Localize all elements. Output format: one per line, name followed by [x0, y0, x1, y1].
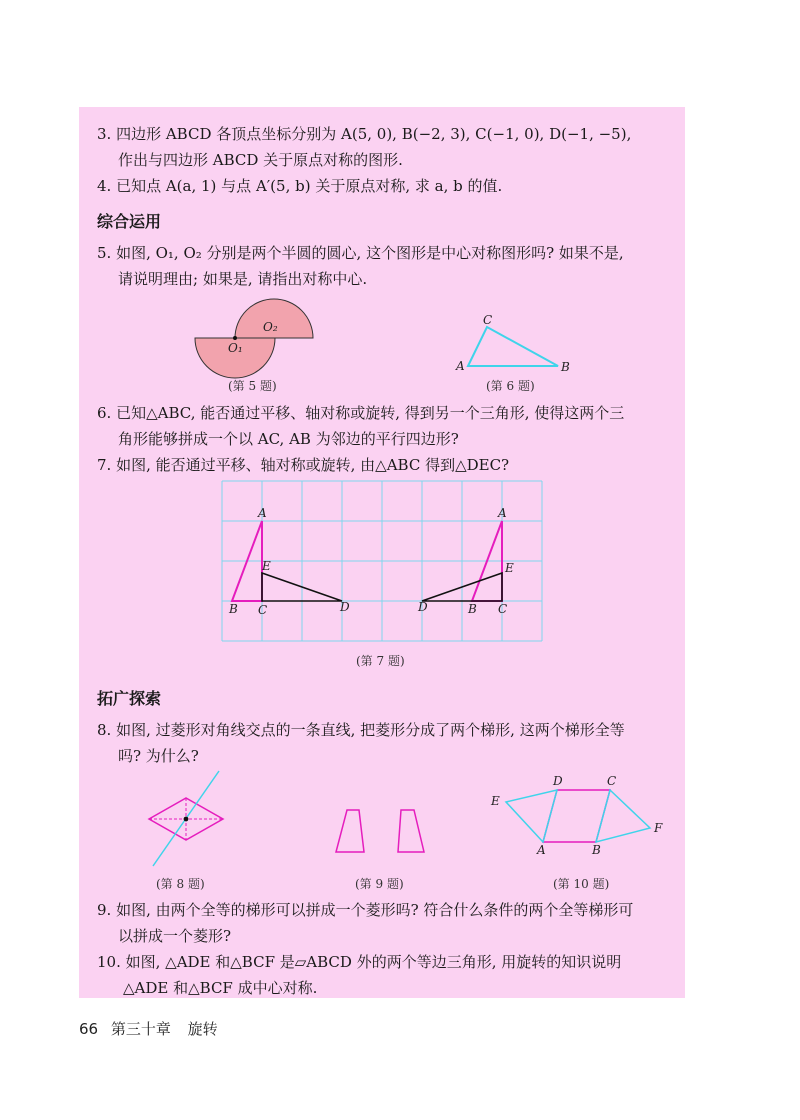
figure-10-caption: (第 10 题)	[553, 877, 610, 891]
svg-text:E: E	[491, 794, 500, 808]
q10-line1: 10. 如图, △ADE 和△BCF 是▱ABCD 外的两个等边三角形, 用旋转的知识说明	[97, 953, 622, 971]
q8-line2: 吗? 为什么?	[118, 747, 199, 765]
svg-text:C: C	[607, 774, 617, 788]
q9-line1: 9. 如图, 由两个全等的梯形可以拼成一个菱形吗? 符合什么条件的两个全等梯形可	[97, 901, 634, 919]
svg-text:A: A	[498, 506, 507, 520]
label-c: C	[483, 313, 493, 327]
q7-line1: 7. 如图, 能否通过平移、轴对称或旋转, 由△ABC 得到△DEC?	[97, 456, 510, 474]
svg-text:C: C	[498, 602, 508, 616]
svg-text:A: A	[537, 843, 546, 857]
q6-line2: 角形能够拼成一个以 AC, AB 为邻边的平行四边形?	[118, 430, 459, 448]
q4-line1: 4. 已知点 A(a, 1) 与点 A′(5, b) 关于原点对称, 求 a, b 的值.	[97, 177, 503, 195]
figure-9-caption: (第 9 题)	[355, 877, 404, 891]
page-footer	[79, 1018, 218, 1039]
section-heading-comprehensive: 综合运用	[97, 212, 162, 231]
svg-text:B: B	[592, 843, 601, 857]
svg-text:C: C	[258, 603, 268, 617]
svg-text:B: B	[229, 602, 238, 616]
q5-line2: 请说明理由; 如果是, 请指出对称中心.	[118, 270, 368, 288]
section-heading-explore: 拓广探索	[97, 689, 162, 708]
svg-text:E: E	[505, 561, 514, 575]
figure-7-caption: (第 7 题)	[356, 654, 405, 668]
svg-text:A: A	[258, 506, 267, 520]
svg-text:B: B	[468, 602, 477, 616]
page-number: 66	[79, 1020, 99, 1038]
label-b: B	[561, 360, 570, 374]
q8-line1: 8. 如图, 过菱形对角线交点的一条直线, 把菱形分成了两个梯形, 这两个梯形全等	[97, 721, 625, 739]
svg-text:E: E	[262, 559, 271, 573]
svg-text:D: D	[340, 600, 350, 614]
topic-label: 旋转	[187, 1020, 218, 1038]
q9-line2: 以拼成一个菱形?	[118, 927, 232, 945]
chapter-label: 第三十章	[110, 1020, 171, 1038]
svg-text:D: D	[553, 774, 563, 788]
figure-5-caption: (第 5 题)	[228, 379, 277, 393]
q10-line2: △ADE 和△BCF 成中心对称.	[123, 979, 318, 997]
q6-line1: 6. 已知△ABC, 能否通过平移、轴对称或旋转, 得到另一个三角形, 使得这两个三	[97, 404, 625, 422]
q5-line1: 5. 如图, O₁, O₂ 分别是两个半圆的圆心, 这个图形是中心对称图形吗? 如果不是,	[97, 244, 624, 262]
svg-text:D: D	[418, 600, 428, 614]
figure-8-caption: (第 8 题)	[156, 877, 205, 891]
figure-6-caption: (第 6 题)	[486, 379, 535, 393]
q3-line1: 3. 四边形 ABCD 各顶点坐标分别为 A(5, 0), B(−2, 3), C(−1, 0), D(−1, −5),	[97, 125, 632, 143]
svg-text:F: F	[654, 821, 663, 835]
label-o2: O₂	[263, 320, 278, 334]
label-o1: O₁	[228, 341, 243, 355]
label-a: A	[456, 359, 465, 373]
q3-line2: 作出与四边形 ABCD 关于原点对称的图形.	[118, 151, 403, 169]
